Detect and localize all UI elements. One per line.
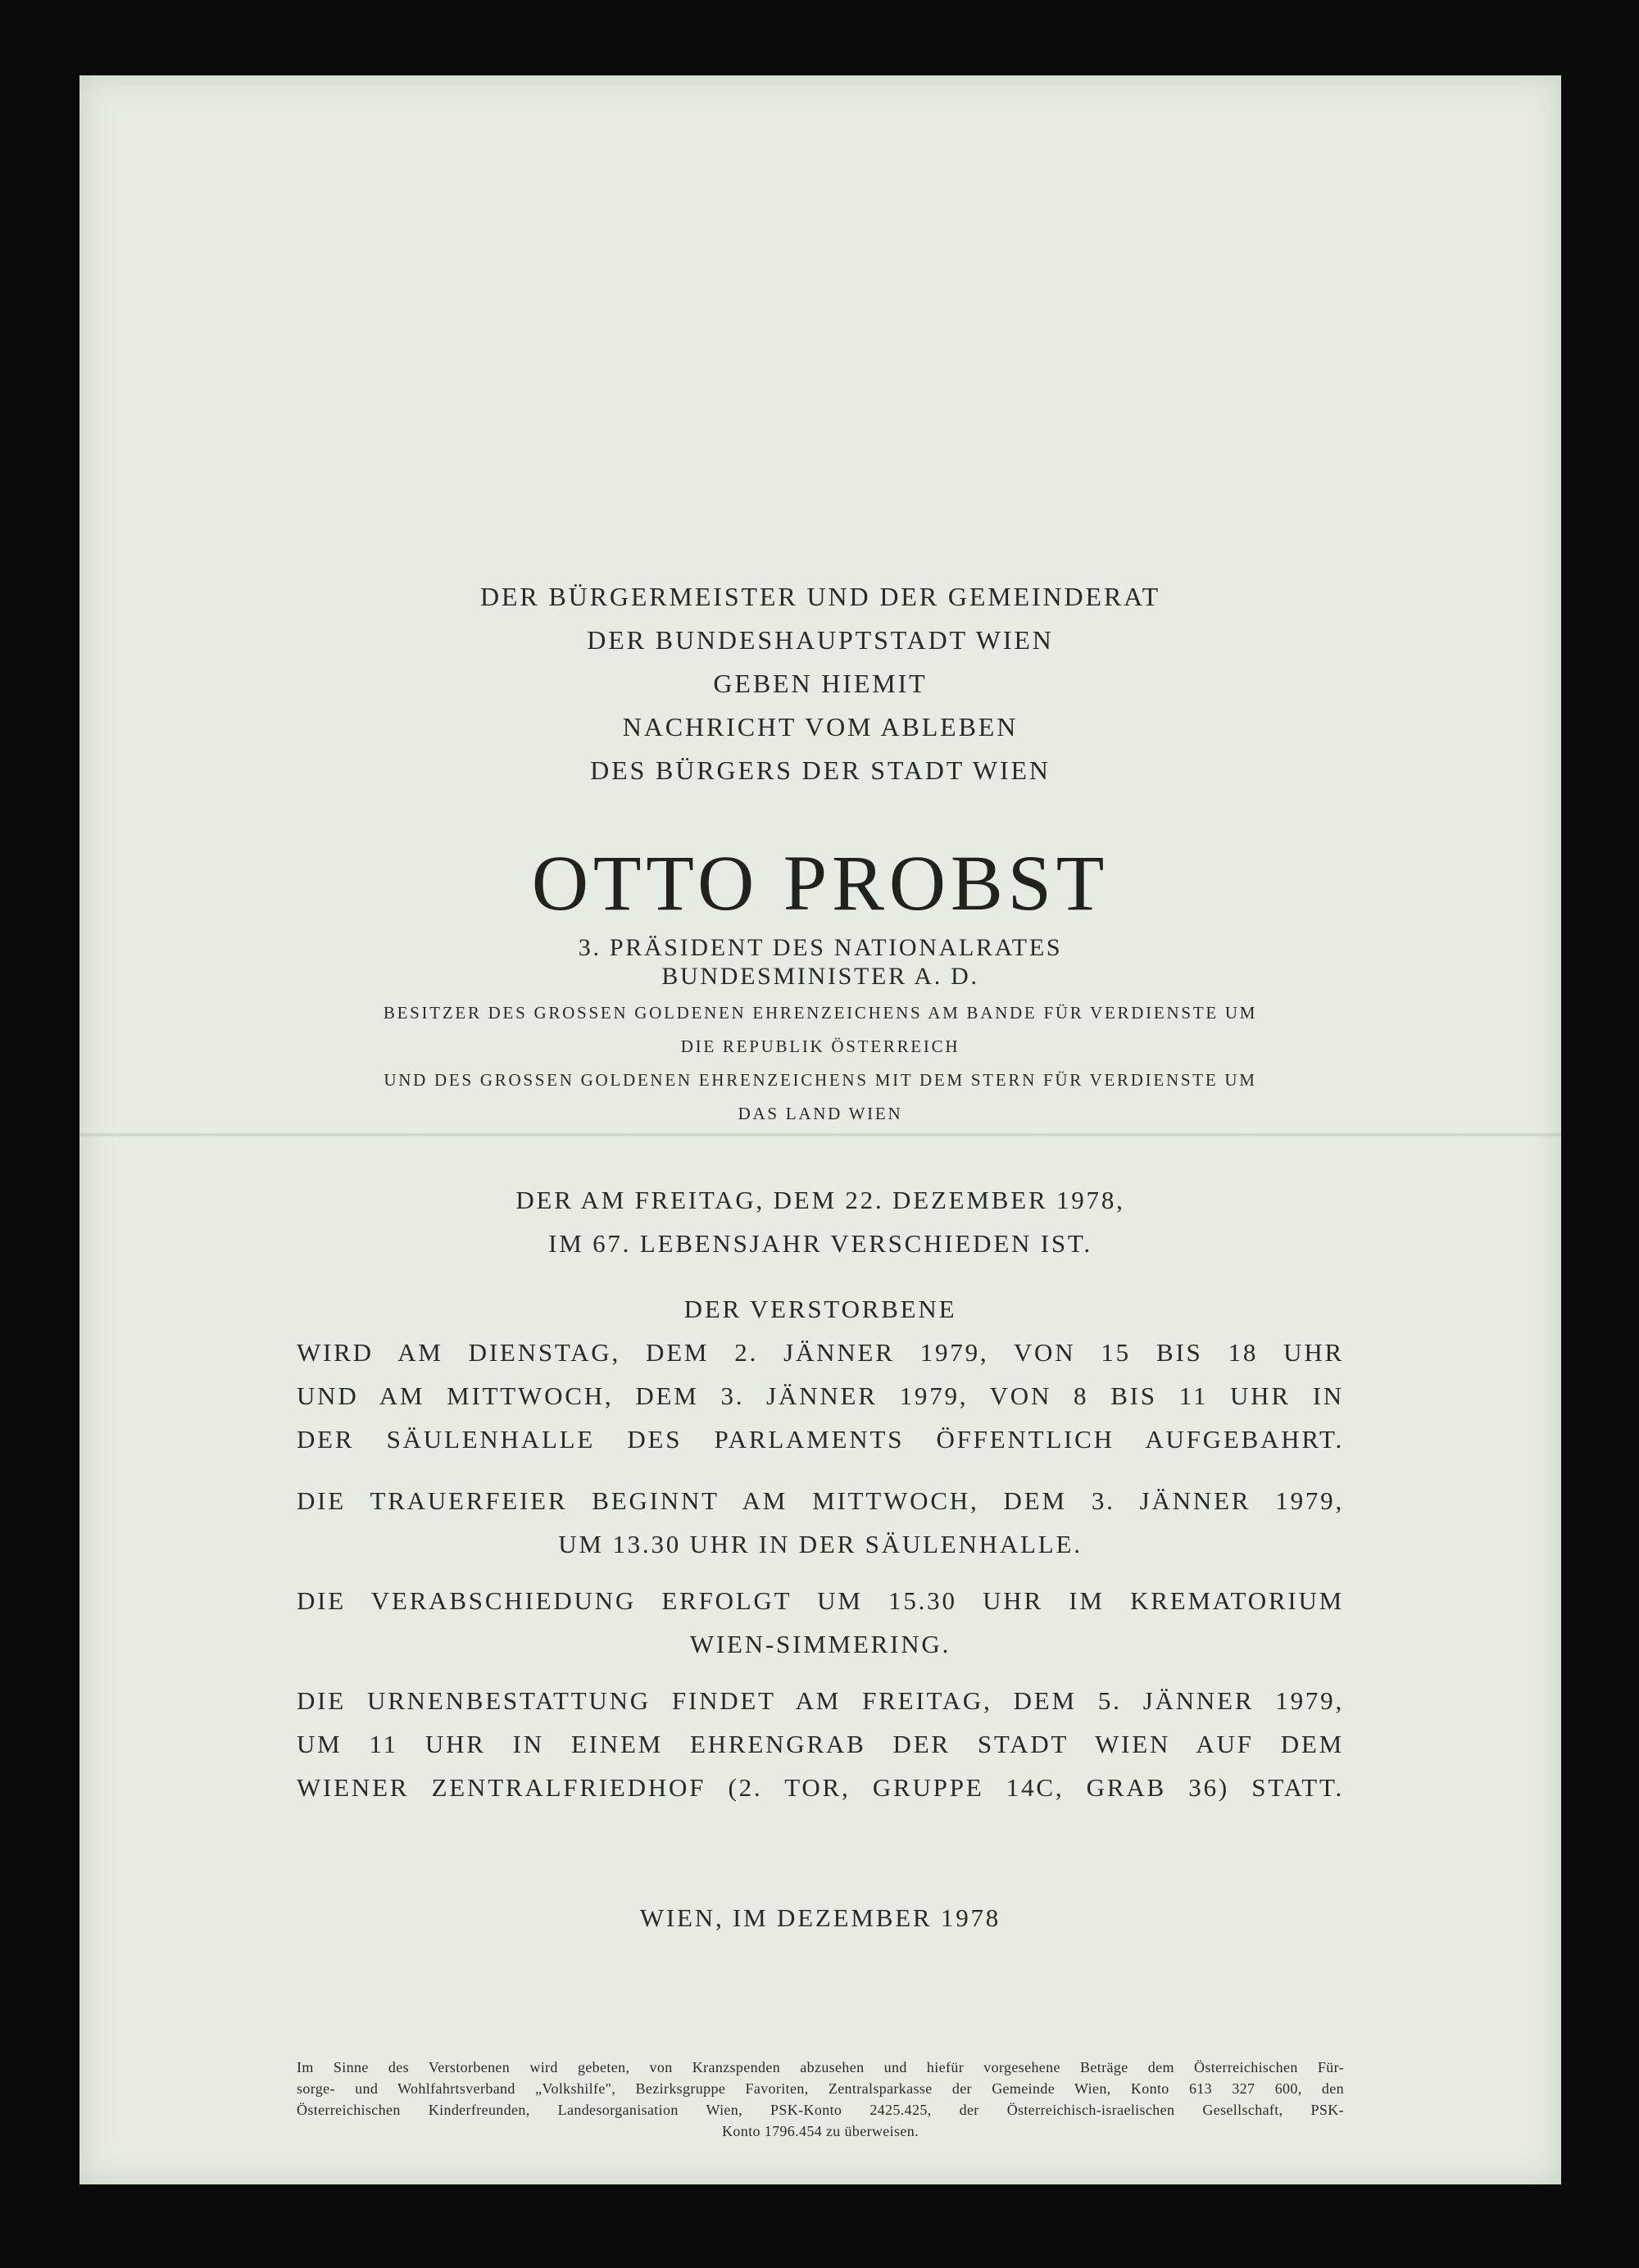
header-line-3: GEBEN HIEMIT — [713, 669, 928, 698]
donation-footnote — [297, 2057, 1344, 2142]
footnote-line-2: sorge- und Wohlfahrtsverband „Volkshilfe", Bezirksgruppe Favoriten, Zentralsparkasse der Gemeinde Wien, Konto 613 327 600, den — [297, 2080, 1344, 2097]
header-line-1: DER BÜRGERMEISTER UND DER GEMEINDERAT — [479, 582, 1161, 611]
footnote-line-4: Konto 1796.454 zu überweisen. — [722, 2123, 919, 2139]
ceremony-line-1: DIE TRAUERFEIER BEGINNT AM MITTWOCH, DEM 3. JÄNNER 1979, — [297, 1486, 1344, 1515]
title-line-1: 3. PRÄSIDENT DES NATIONALRATES — [578, 934, 1063, 961]
honor-line-3: UND DES GROSSEN GOLDENEN EHRENZEICHENS MIT DEM STERN FÜR VERDIENSTE UM — [384, 1070, 1257, 1090]
header-line-2: DER BUNDESHAUPTSTADT WIEN — [587, 625, 1054, 655]
viewing-line-1: WIRD AM DIENSTAG, DEM 2. JÄNNER 1979, VON 15 BIS 18 UHR — [297, 1338, 1344, 1367]
deceased-name: OTTO PROBST — [531, 839, 1110, 927]
viewing-line-3: DER SÄULENHALLE DES PARLAMENTS ÖFFENTLICH AUFGEBAHRT. — [297, 1425, 1344, 1454]
burial-line-3: WIENER ZENTRALFRIEDHOF (2. TOR, GRUPPE 14C, GRAB 36) STATT. — [297, 1773, 1344, 1802]
honor-line-1: BESITZER DES GROSSEN GOLDENEN EHRENZEICHENS AM BANDE FÜR VERDIENSTE UM — [383, 1003, 1258, 1023]
death-notice-sheet — [79, 75, 1561, 2184]
farewell-line-1: DIE VERABSCHIEDUNG ERFOLGT UM 15.30 UHR IM KREMATORIUM — [297, 1586, 1344, 1615]
header-line-4: NACHRICHT VOM ABLEBEN — [622, 712, 1019, 742]
viewing-line-2: UND AM MITTWOCH, DEM 3. JÄNNER 1979, VON 8 BIS 11 UHR IN — [297, 1381, 1344, 1410]
footnote-line-3: Österreichischen Kinderfreunden, Landesorganisation Wien, PSK-Konto 2425.425, der Österreichisch-israelischen Gesellschaft, PSK- — [297, 2102, 1344, 2118]
title-line-2: BUNDESMINISTER A. D. — [661, 963, 979, 990]
honor-line-2: DIE REPUBLIK ÖSTERREICH — [680, 1036, 960, 1056]
honor-line-4: DAS LAND WIEN — [738, 1104, 903, 1123]
header-line-5: DES BÜRGERS DER STADT WIEN — [590, 755, 1051, 785]
viewing-intro: DER VERSTORBENE — [683, 1295, 957, 1323]
burial-line-2: UM 11 UHR IN EINEM EHRENGRAB DER STADT WIEN AUF DEM — [297, 1730, 1344, 1758]
place-and-date: WIEN, IM DEZEMBER 1978 — [639, 1903, 1001, 1932]
burial-line-1: DIE URNENBESTATTUNG FINDET AM FREITAG, DEM 5. JÄNNER 1979, — [297, 1686, 1344, 1715]
ceremony-line-2: UM 13.30 UHR IN DER SÄULENHALLE. — [558, 1530, 1083, 1558]
death-line-1: DER AM FREITAG, DEM 22. DEZEMBER 1978, — [515, 1186, 1125, 1214]
paper-fold-crease — [79, 1132, 1561, 1137]
farewell-line-2: WIEN-SIMMERING. — [689, 1630, 951, 1658]
footnote-line-1: Im Sinne des Verstorbenen wird gebeten, von Kranzspenden abzusehen und hiefür vorgesehene Beträge dem Österreichischen Für- — [297, 2059, 1344, 2075]
death-line-2: IM 67. LEBENSJAHR VERSCHIEDEN IST. — [548, 1229, 1092, 1258]
